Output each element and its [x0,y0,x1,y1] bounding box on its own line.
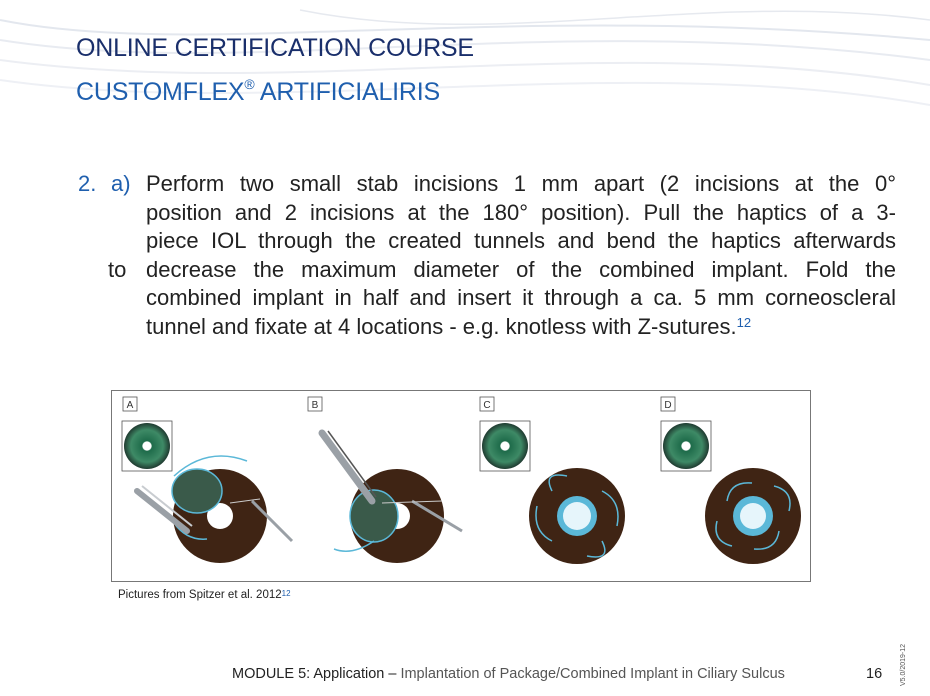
text-word-to: to [108,256,127,282]
panel-label: A [126,400,134,411]
substep-label: a) [111,171,131,196]
page-subtitle: CUSTOMFLEX® ARTIFICIALIRIS [76,76,441,106]
panel-b [308,397,462,563]
text-line: tunnel and fixate at 4 locations - e.g. knotless with Z-sutures.$^{12}$ [146,313,752,339]
header-wave-decoration [0,0,930,130]
page-title: ONLINE CERTIFICATION COURSE [76,34,474,62]
footer-module-title: MODULE 5: Application – Implantation of Package/Combined Implant in Ciliary Sulcus [232,666,785,682]
figure-caption: Pictures from Spitzer et al. 2012$^{12}$ [118,589,291,601]
instruction-text [78,170,896,341]
reference-number: 12 [281,589,291,598]
reference-number: 12 [736,314,752,330]
panel-a [122,397,292,563]
illustration-figure [111,390,811,582]
panel-label: B [311,400,319,411]
text-line: Perform two small stab incisions 1 mm apart (2 incisions at the 0° [146,171,896,196]
text-line: combined implant in half and insert it through a ca. 5 mm corneoscleral [146,285,896,310]
panel-label: D [664,400,672,411]
step-number: 2. [78,171,97,196]
page-number: 16 [866,666,883,682]
version-label: V5.0/2019-12 [900,643,907,686]
text-line: position and 2 incisions at the 180° position). Pull the haptics of a 3- [146,199,896,225]
panel-label: C [483,400,491,411]
panel-c [480,397,625,564]
text-line: piece IOL through the created tunnels and bend the haptics afterwards [146,228,896,253]
panel-d [661,397,801,564]
text-line: decrease the maximum diameter of the combined implant. Fold the [146,256,896,282]
